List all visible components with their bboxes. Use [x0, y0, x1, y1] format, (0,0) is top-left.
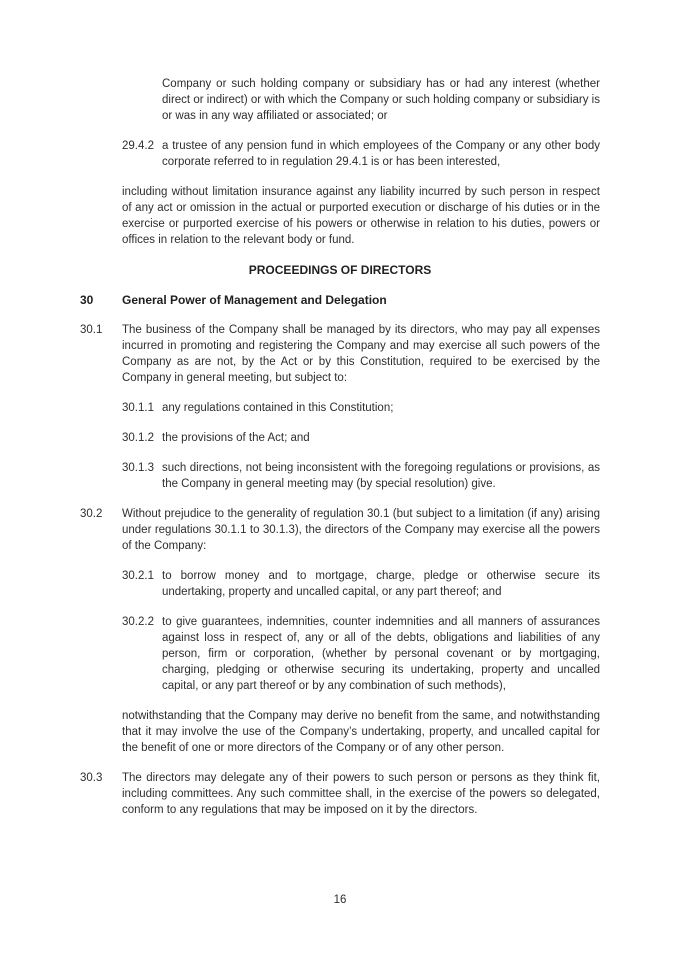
clause-30-1-3 [122, 460, 600, 492]
clause-text-30-3: The directors may delegate any of their powers to such person or persons as they think fit, including committees. Any such committee shall, in the exercise of the powers so delegated, conform to any regulations that may be imposed on it by the directors. [122, 772, 600, 816]
clause-number-30-1-2: 30.1.2 [122, 432, 154, 444]
clause-text-30-1-1: any regulations contained in this Constitution; [162, 402, 394, 414]
clause-number-30-3: 30.3 [80, 772, 103, 784]
clause-number-30-1: 30.1 [80, 324, 103, 336]
clause-text-30-2-2: to give guarantees, indemnities, counter indemnities and all manners of assurances against loss in respect of, any or all of the debts, obligations and liabilities of any person, firm or corporation, (whether by personal covenant or by mortgaging, charging, pledging or otherwise securing its undertaking, property and uncalled capital, or any part thereof or by any combination of such methods), [162, 616, 600, 692]
clause-number-30-2-1: 30.2.1 [122, 570, 154, 582]
clause-number-30-1-3: 30.1.3 [122, 462, 154, 474]
document-content [80, 0, 600, 832]
section-30-heading [80, 292, 600, 308]
clause-30-2-1 [122, 568, 600, 600]
section-number-30: 30 [80, 293, 94, 307]
clause-30-2 [80, 506, 600, 554]
section-title-30: General Power of Management and Delegation [122, 293, 387, 307]
paragraph-29-closing: including without limitation insurance against any liability incurred by such person in respect of any act or omission in the actual or purported execution or discharge of his duties or in the exercise or purported exercise of his powers or otherwise in relation to his duties, powers or offices in relation to the relevant body or fund. [122, 186, 600, 246]
clause-29-4-2 [122, 138, 600, 170]
clause-30-2-2 [122, 614, 600, 694]
clause-30-1-1 [122, 400, 600, 416]
clause-number-30-2: 30.2 [80, 508, 103, 520]
clause-text-29-4-2: a trustee of any pension fund in which employees of the Company or any other body corporate referred to in regulation 29.4.1 is or has been interested, [162, 140, 600, 168]
clause-30-1-2 [122, 430, 600, 446]
clause-number-30-2-2: 30.2.2 [122, 616, 154, 628]
clause-30-3 [80, 770, 600, 818]
clause-number-29-4-2: 29.4.2 [122, 140, 154, 152]
clause-number-30-1-1: 30.1.1 [122, 402, 154, 414]
clause-text-30-1-2: the provisions of the Act; and [162, 432, 310, 444]
section-group-heading: PROCEEDINGS OF DIRECTORS [248, 263, 432, 277]
clause-30-1 [80, 322, 600, 386]
clause-text-30-2-1: to borrow money and to mortgage, charge, pledge or otherwise secure its undertaking, property and uncalled capital, or any part thereof; and [162, 570, 600, 598]
clause-text-30-1-3: such directions, not being inconsistent with the foregoing regulations or provisions, as the Company in general meeting may (by special resolution) give. [162, 462, 600, 490]
paragraph-30-2-closing: notwithstanding that the Company may derive no benefit from the same, and notwithstanding that it may involve the use of the Company’s undertaking, property, and uncalled capital for the benefit of one or more directors of the Company or of any other person. [122, 710, 600, 754]
page-number: 16 [333, 894, 347, 906]
clause-text-30-2: Without prejudice to the generality of regulation 30.1 (but subject to a limitation (if any) arising under regulations 30.1.1 to 30.1.3), the directors of the Company may exercise all the powers of the Company: [122, 508, 600, 552]
paragraph-29-4-1-continuation: Company or such holding company or subsidiary has or had any interest (whether direct or indirect) or with which the Company or such holding company or subsidiary is or was in any way affiliated or associated; or [162, 78, 600, 122]
clause-text-30-1: The business of the Company shall be managed by its directors, who may pay all expenses incurred in promoting and registering the Company and may exercise all such powers of the Company as are not, by the Act or by this Constitution, required to be exercised by the Company in general meeting, but subject to: [122, 324, 600, 384]
